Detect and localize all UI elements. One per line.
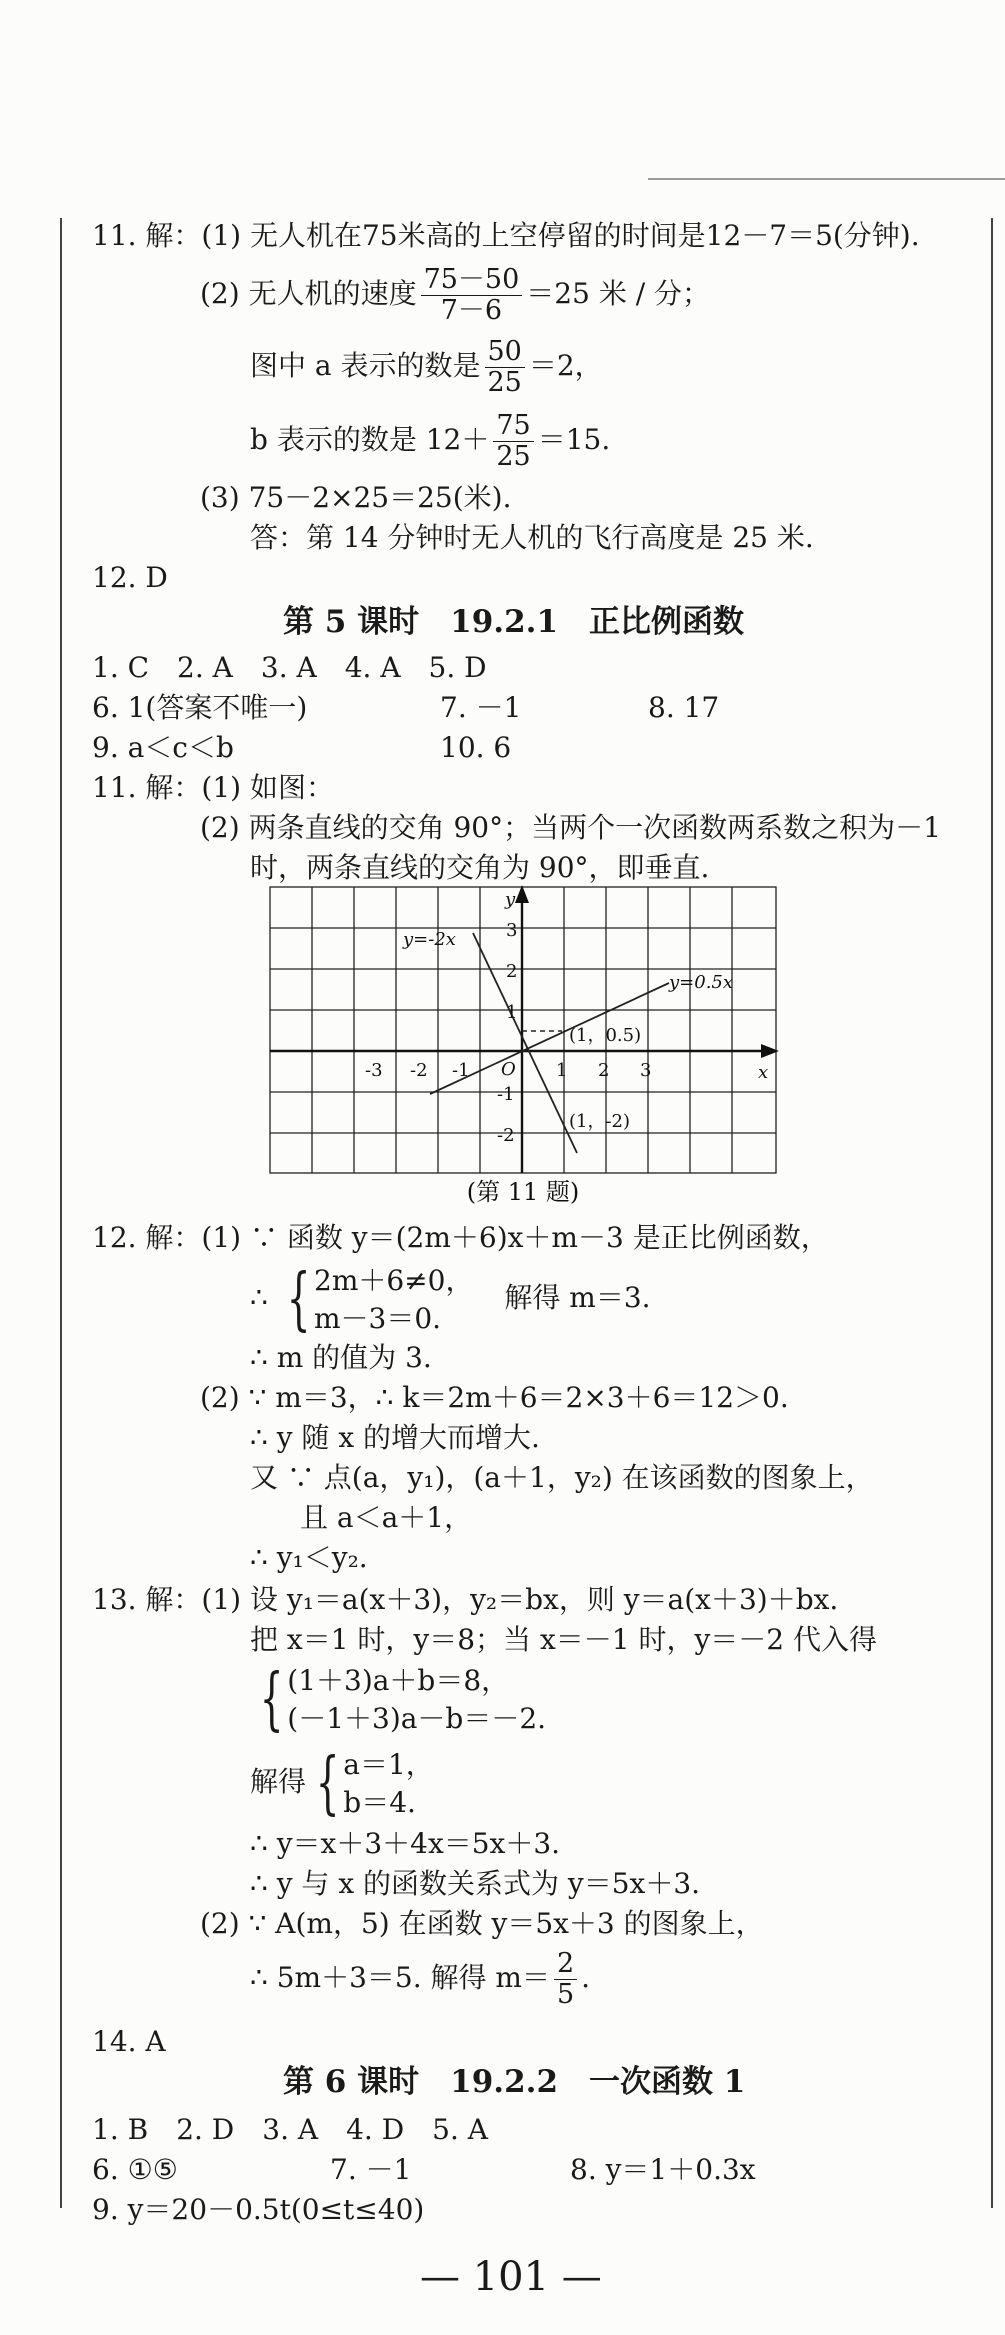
equation-system	[287, 1662, 546, 1738]
numerator: 50	[485, 337, 525, 368]
line2-label: y=0.5x	[669, 972, 734, 993]
y-tick: 2	[506, 961, 518, 982]
text: ＝2，	[528, 349, 603, 382]
lesson5-q11-line-1: 11. 解：(1) 如图：	[92, 771, 334, 804]
brace-icon: {	[259, 1659, 284, 1739]
numerator: 2	[554, 1949, 577, 1980]
function-graph	[265, 885, 785, 1205]
lesson5-q13-system	[250, 1658, 546, 1738]
brace-icon: {	[286, 1259, 311, 1339]
lesson-5-heading: 第 5 课时 19.2.1 正比例函数	[283, 604, 745, 640]
y-tick: 3	[506, 920, 518, 941]
y-tick: 1	[506, 1002, 518, 1023]
lesson6-answer-9: 9. y＝20－0.5t(0≤t≤40)	[92, 2193, 425, 2226]
point2-label: (1，-2)	[569, 1111, 631, 1132]
origin-label: O	[501, 1059, 516, 1080]
q11-line-1: 11. 解：(1) 无人机在75米高的上空停留的时间是12－7＝5(分钟).	[92, 219, 920, 252]
denominator: 7－6	[440, 295, 503, 326]
brace-icon: {	[315, 1743, 340, 1823]
text: 解得 m＝3.	[504, 1281, 651, 1314]
x-tick: 3	[640, 1060, 652, 1081]
x-tick: -1	[452, 1060, 470, 1081]
text: ＝15.	[537, 423, 611, 456]
lesson5-q13-line-6: ∴ y 与 x 的函数关系式为 y＝5x＋3.	[250, 1867, 701, 1900]
lesson5-answer-10: 10. 6	[440, 731, 512, 764]
point1-label: (1，0.5)	[569, 1025, 642, 1046]
equation: (1＋3)a＋b＝8，	[287, 1663, 510, 1697]
lesson5-q12-line-5: ∴ y 随 x 的增大而增大.	[250, 1421, 540, 1454]
x-tick: 1	[556, 1060, 568, 1081]
equation: (－1＋3)a－b＝－2.	[287, 1701, 547, 1735]
equation-system	[343, 1746, 434, 1822]
page-number: — 101 —	[420, 2254, 602, 2300]
q11-answer: 答：第 14 分钟时无人机的飞行高度是 25 米.	[250, 521, 814, 554]
text: ∴ 5m＋3＝5. 解得 m＝	[250, 1961, 550, 1994]
y-axis-label: y	[505, 889, 516, 910]
x-tick: 2	[598, 1060, 610, 1081]
x-tick: -3	[365, 1060, 383, 1081]
equation: 2m＋6≠0，	[314, 1263, 474, 1297]
text: ＝25 米 / 分；	[526, 277, 711, 310]
lesson5-answer-7: 7. －1	[440, 691, 522, 724]
equation: b＝4.	[343, 1785, 416, 1819]
left-margin-rule	[60, 218, 62, 2208]
text: 图中 a 表示的数是	[250, 349, 481, 382]
x-tick: -2	[410, 1060, 428, 1081]
top-right-rule	[648, 178, 1005, 180]
lesson5-q12-line-8: ∴ y₁＜y₂.	[250, 1541, 368, 1574]
denominator: 25	[487, 367, 522, 398]
line1-label: y=-2x	[403, 929, 456, 950]
q11-line-5: (3) 75－2×25＝25(米).	[200, 481, 512, 514]
q12-answer: 12. D	[92, 561, 168, 594]
lesson5-q13-line-1: 13. 解：(1) 设 y₁＝a(x＋3)，y₂＝bx，则 y＝a(x＋3)＋bx.	[92, 1583, 839, 1616]
lesson5-answer-9: 9. a＜c＜b	[92, 731, 234, 764]
numerator: 75	[493, 411, 533, 442]
lesson5-q12-line-6: 又 ∵ 点(a，y₁)，(a＋1，y₂) 在该函数的图象上，	[250, 1461, 874, 1494]
q11-line-4	[250, 404, 610, 476]
graph-caption: (第 11 题)	[466, 1178, 580, 1205]
x-axis-label: x	[758, 1062, 769, 1083]
lesson5-q12-line-7: 且 a＜a＋1，	[300, 1501, 473, 1534]
lesson5-q13-solution	[250, 1742, 434, 1822]
lesson5-q11-line-2: (2) 两条直线的交角 90°；当两个一次函数两系数之积为－1	[200, 811, 941, 844]
lesson5-q13-line-5: ∴ y＝x＋3＋4x＝5x＋3.	[250, 1827, 561, 1860]
y-axis-arrow	[515, 885, 529, 903]
text: .	[581, 1961, 591, 1994]
right-margin-rule	[991, 218, 993, 2208]
lesson5-answer-6: 6. 1(答案不唯一)	[92, 691, 308, 724]
fraction	[493, 411, 533, 472]
lesson6-answer-6: 6. ①⑤	[92, 2153, 178, 2186]
lesson5-q11-line-3: 时，两条直线的交角为 90°，即垂直.	[250, 851, 710, 884]
line-y-neg2x	[473, 933, 577, 1153]
text: 解得	[250, 1765, 307, 1798]
lesson5-q14: 14. A	[92, 2025, 166, 2058]
y-tick: -2	[497, 1125, 515, 1146]
text: b 表示的数是 12＋	[250, 423, 490, 456]
equation: a＝1，	[343, 1747, 434, 1781]
lesson6-answer-8: 8. y＝1＋0.3x	[570, 2153, 756, 2186]
fraction	[421, 265, 523, 326]
denominator: 5	[556, 1979, 575, 2010]
y-tick: -1	[497, 1084, 515, 1105]
lesson5-q12-line-1: 12. 解：(1) ∵ 函数 y＝(2m＋6)x＋m－3 是正比例函数，	[92, 1221, 829, 1254]
equation: m－3＝0.	[314, 1301, 442, 1335]
lesson5-answer-8: 8. 17	[648, 691, 720, 724]
lesson6-answers-1-5: 1. B 2. D 3. A 4. D 5. A	[92, 2113, 488, 2146]
q11-line-3	[250, 330, 603, 402]
therefore-symbol: ∴	[250, 1281, 268, 1314]
lesson5-q13-line-8	[250, 1940, 590, 2016]
lesson5-q12-line-4: (2) ∵ m＝3，∴ k＝2m＋6＝2×3＋6＝12＞0.	[200, 1381, 789, 1414]
lesson-6-heading: 第 6 课时 19.2.2 一次函数 1	[283, 2064, 746, 2100]
lesson5-q13-line-2: 把 x＝1 时，y＝8；当 x＝－1 时，y＝－2 代入得	[250, 1623, 877, 1656]
lesson5-q12-line-3: ∴ m 的值为 3.	[250, 1341, 432, 1374]
lesson5-answers-1-5: 1. C 2. A 3. A 4. A 5. D	[92, 651, 487, 684]
lesson5-q13-line-7: (2) ∵ A(m，5) 在函数 y＝5x＋3 的图象上，	[200, 1907, 764, 1940]
fraction	[485, 337, 525, 398]
lesson6-answer-7: 7. －1	[330, 2153, 412, 2186]
fraction	[554, 1949, 577, 2010]
equation-system	[314, 1262, 473, 1338]
numerator: 75－50	[421, 265, 523, 296]
text: (2) 无人机的速度	[200, 277, 417, 310]
q11-line-2	[200, 258, 710, 330]
denominator: 25	[496, 441, 531, 472]
lesson5-q12-system	[250, 1258, 651, 1338]
